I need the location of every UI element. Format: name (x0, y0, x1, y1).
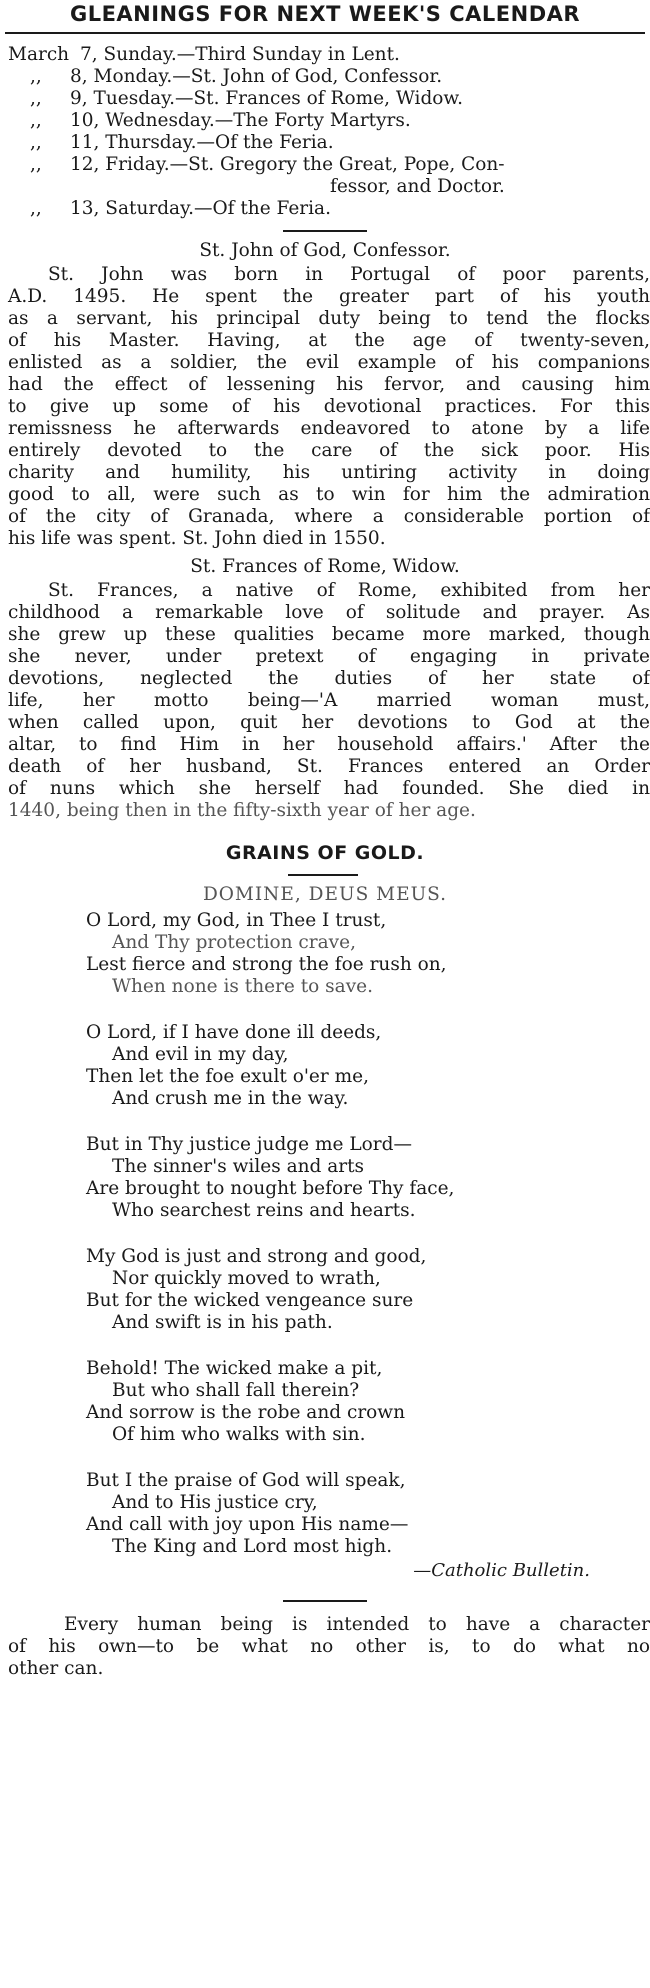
poem-line: And swift is in his path. (112, 1312, 333, 1333)
poem-line: O Lord, my God, in Thee I trust, (86, 910, 387, 931)
article-line: A.D. 1495. He spent the greater part of his youth (8, 286, 650, 307)
article-line: life, her motto being—'A married woman must, (8, 690, 650, 711)
article-line: his life was spent. St. John died in 1550. (8, 528, 386, 549)
ditto-mark: ,, (30, 110, 42, 131)
calendar-entry: 8, Monday.—St. John of God, Confessor. (70, 66, 443, 87)
poem-line: And crush me in the way. (112, 1088, 349, 1109)
saint-heading: St. Frances of Rome, Widow. (190, 556, 460, 577)
article-line: good to all, were such as to win for him the admiration (8, 484, 650, 505)
section-title: GRAINS OF GOLD. (225, 842, 425, 864)
calendar-entry: 7, Sunday.—Third Sunday in Lent. (80, 44, 400, 65)
poem-line: Then let the foe exult o'er me, (86, 1066, 369, 1087)
article-line: to give up some of his devotional practices. For this (8, 396, 650, 417)
article-line: St. Frances, a native of Rome, exhibited from her (48, 580, 650, 601)
poem-line: Nor quickly moved to wrath, (112, 1268, 381, 1289)
poem-line: And sorrow is the robe and crown (86, 1402, 406, 1423)
article-line: entirely devoted to the care of the sick poor. His (8, 440, 650, 461)
poem-line: But I the praise of God will speak, (86, 1470, 406, 1491)
poem-line: Of him who walks with sin. (112, 1424, 366, 1445)
article-line: she never, under pretext of engaging in private (8, 646, 650, 667)
poem-line: O Lord, if I have done ill deeds, (86, 1022, 382, 1043)
poem-credit: —Catholic Bulletin. (413, 1560, 590, 1581)
poem-line: And to His justice cry, (112, 1492, 318, 1513)
poem-line: The sinner's wiles and arts (112, 1156, 365, 1177)
calendar-entry-continuation: fessor, and Doctor. (330, 176, 505, 197)
ditto-mark: ,, (30, 198, 42, 219)
article-line: of nuns which she herself had founded. She died in (8, 778, 650, 799)
ditto-mark: ,, (30, 66, 42, 87)
article-line: enlisted as a soldier, the evil example of his companions (8, 352, 650, 373)
calendar-entry: 11, Thursday.—Of the Feria. (70, 132, 334, 153)
calendar-entry: 10, Wednesday.—The Forty Martyrs. (70, 110, 411, 131)
closing-line: other can. (8, 1658, 104, 1679)
article-line: 1440, being then in the fifty-sixth year of her age. (8, 800, 476, 821)
poem-line: But who shall fall therein? (112, 1380, 360, 1401)
poem-line: When none is there to save. (112, 976, 373, 997)
poem-line: Who searchest reins and hearts. (112, 1200, 416, 1221)
article-line: remissness he afterwards endeavored to atone by a life (8, 418, 650, 439)
article-line: St. John was born in Portugal of poor parents, (48, 264, 650, 285)
poem-line: Are brought to nought before Thy face, (86, 1178, 455, 1199)
calendar-entry: 12, Friday.—St. Gregory the Great, Pope, Con- (70, 154, 505, 175)
section-rule (283, 230, 367, 232)
ditto-mark: ,, (30, 88, 42, 109)
section-rule (288, 874, 358, 876)
article-line: childhood a remarkable love of solitude and prayer. As (8, 602, 650, 623)
saint-heading: St. John of God, Confessor. (199, 240, 451, 261)
ditto-mark: ,, (30, 154, 42, 175)
poem-title: DOMINE, DEUS MEUS. (202, 884, 448, 905)
section-rule (283, 1600, 367, 1602)
poem-line: Lest fierce and strong the foe rush on, (86, 954, 447, 975)
poem-line: But for the wicked vengeance sure (86, 1290, 414, 1311)
calendar-entry: 13, Saturday.—Of the Feria. (70, 198, 331, 219)
poem-line: The King and Lord most high. (112, 1536, 393, 1557)
article-line: when called upon, quit her devotions to God at the (8, 712, 650, 733)
article-line: altar, to find Him in her household affairs.' After the (8, 734, 650, 755)
article-line: she grew up these qualities became more marked, though (8, 624, 650, 645)
calendar-entry: 9, Tuesday.—St. Frances of Rome, Widow. (70, 88, 463, 109)
poem-line: But in Thy justice judge me Lord— (86, 1134, 412, 1155)
closing-line: Every human being is intended to have a character (64, 1614, 650, 1635)
calendar-title: GLEANINGS FOR NEXT WEEK'S CALENDAR (69, 2, 581, 26)
article-line: death of her husband, St. Frances entered an Order (8, 756, 650, 777)
ditto-mark: ,, (30, 132, 42, 153)
poem-line: My God is just and strong and good, (86, 1246, 427, 1267)
article-line: as a servant, his principal duty being to tend the flocks (8, 308, 650, 329)
article-line: of the city of Granada, where a considerable portion of (8, 506, 650, 527)
article-line: charity and humility, his untiring activity in doing (8, 462, 650, 483)
poem-line: And evil in my day, (112, 1044, 289, 1065)
article-line: devotions, neglected the duties of her state of (8, 668, 650, 689)
poem-line: Behold! The wicked make a pit, (86, 1358, 383, 1379)
poem-line: And call with joy upon His name— (86, 1514, 409, 1535)
poem-line: And Thy protection crave, (112, 932, 356, 953)
article-line: had the effect of lessening his fervor, and causing him (8, 374, 650, 395)
title-rule (5, 32, 645, 34)
closing-line: of his own—to be what no other is, to do what no (8, 1636, 650, 1657)
calendar-month: March (8, 44, 70, 65)
article-line: of his Master. Having, at the age of twenty-seven, (8, 330, 650, 351)
